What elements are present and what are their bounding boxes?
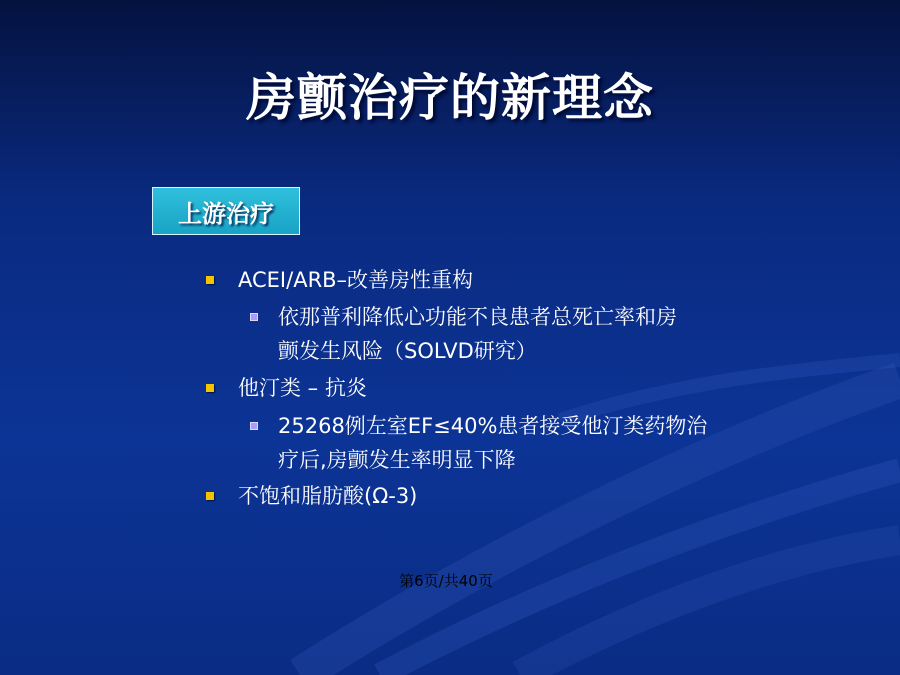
- bullet-square-icon: [206, 276, 214, 284]
- section-label: 上游治疗: [178, 199, 274, 228]
- section-label-box: [152, 187, 300, 235]
- sub-list-item-line: 依那普利降低心功能不良患者总死亡率和房: [278, 305, 677, 329]
- page-number: 第6页/共40页: [399, 572, 493, 590]
- list-item: ACEI/ARB–改善房性重构: [238, 268, 474, 292]
- list-item: 他汀类 – 抗炎: [238, 376, 367, 400]
- bullet-square-icon: [206, 492, 214, 500]
- bullet-square-icon: [206, 384, 214, 392]
- sub-list-item-line: 疗后,房颤发生率明显下降: [278, 448, 516, 472]
- list-item: 不饱和脂肪酸(Ω-3): [238, 484, 418, 508]
- slide-title: 房颤治疗的新理念: [246, 69, 654, 127]
- sub-bullet-square-icon: [250, 422, 258, 430]
- sub-list-item-line: 25268例左室EF≤40%患者接受他汀类药物治: [278, 414, 708, 438]
- sub-list-item-line: 颤发生风险（SOLVD研究）: [278, 339, 537, 363]
- sub-bullet-square-icon: [250, 313, 258, 321]
